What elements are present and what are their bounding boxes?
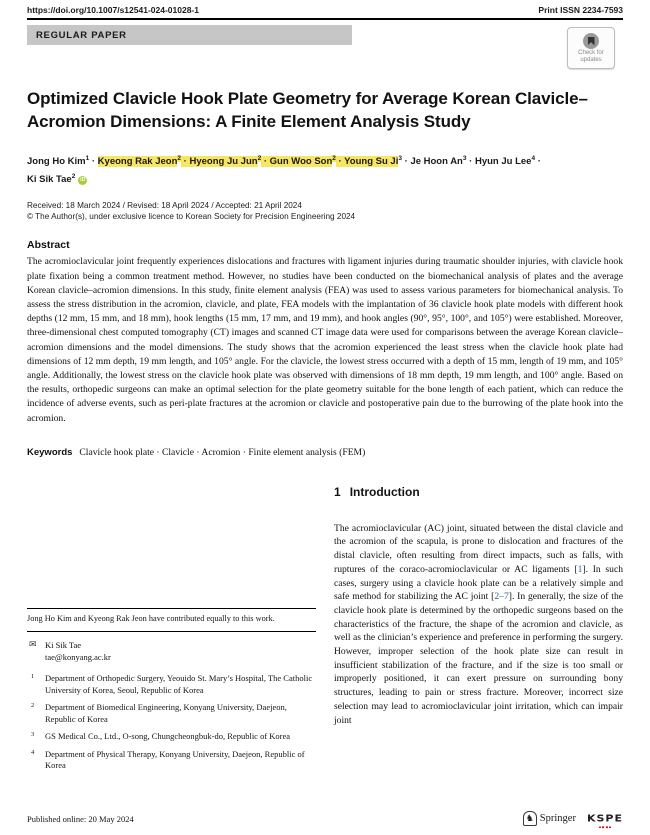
citation-link[interactable]: 1	[577, 563, 583, 575]
springer-wordmark: Springer	[539, 813, 576, 824]
author-name: Young Su Ji$^3$	[344, 155, 402, 168]
published-online: Published online: 20 May 2024	[27, 813, 134, 824]
section-title: Introduction	[349, 484, 420, 499]
page-header	[27, 0, 623, 15]
affiliation-item: 3 GS Medical Co., Ltd., O-song, Chungcheongbuk-do, Republic of Korea	[31, 731, 291, 742]
author-name: Gun Woo Son$^2$	[269, 155, 336, 168]
check-for-updates-badge[interactable]	[567, 27, 615, 69]
citation-link[interactable]: 2–7	[494, 591, 509, 603]
orcid-icon[interactable]: iD	[80, 177, 86, 184]
intro-text-segment: ]. In such cases, surgery using a clavicle hook plate can be a relatively simple and safe method for stabilizing the AC joint [	[334, 563, 624, 603]
author-name: Ki Sik Tae$^2$	[27, 173, 76, 186]
affiliation-list	[27, 673, 316, 778]
author-name: Hyun Ju Lee$^4$	[474, 155, 536, 168]
springer-logo	[523, 811, 576, 826]
doi-link[interactable]: https://doi.org/10.1007/s12541-024-01028-1	[27, 5, 199, 15]
intro-heading	[334, 485, 623, 499]
bookmark-icon	[588, 37, 595, 46]
copyright-notice: © The Author(s), under exclusive licence to Korean Society for Precision Engineering 2024	[27, 212, 356, 222]
author-name: Jong Ho Kim$^1$	[27, 155, 90, 168]
correspondence-block	[27, 640, 316, 663]
footnote-rule-bottom	[27, 631, 316, 632]
keywords-line	[27, 447, 623, 458]
corresponding-author-email[interactable]: tae@konyang.ac.kr	[45, 651, 111, 662]
author-name: Je Hoon An$^3$	[410, 155, 467, 168]
article-dates	[27, 200, 623, 222]
affiliation-item: 4 Department of Physical Therapy, Konyang University, Daejeon, Republic of Korea	[31, 748, 305, 771]
right-column-body	[334, 480, 623, 778]
kspe-logo	[587, 813, 623, 825]
authors-line: Jong Ho Kim$^1$ · Kyeong Rak Jeon$^2$ · Hyeong Ju Jun$^2$ · Gun Woo Son$^2$ · Young Su $Ji^3 \cdot Je$ Hoon $An^3$ · Hyun Ju Lee$^4$ · Ki Sik Tae$^2$iD	[27, 155, 541, 186]
two-column-area	[27, 480, 623, 778]
affiliation-item: 1 Department of Orthopedic Surgery, Yeouido St. Mary’s Hospital, The Catholic University of Korea, Seoul, Republic of Korea	[31, 673, 313, 695]
kspe-red-accent	[599, 826, 611, 828]
publisher-logos	[523, 811, 623, 826]
abstract-heading: Abstract	[27, 239, 70, 252]
keywords-text: Clavicle hook plate · Clavicle · Acromion · Finite element analysis (FEM)	[79, 446, 366, 458]
keywords-label: Keywords	[27, 446, 73, 458]
banner-row	[27, 25, 623, 67]
equal-contribution-note: Jong Ho Kim and Kyeong Rak Jeon have contributed equally to this work.	[27, 614, 275, 624]
springer-knight-icon: ♞	[523, 811, 537, 826]
paper-title: Optimized Clavicle Hook Plate Geometry for Average Korean Clavicle–Acromion Dimensions: A Finite Element Analysis Study	[27, 89, 588, 131]
affiliation-item: 2 Department of Biomedical Engineering, Konyang University, Daejeon, Republic of Korea	[31, 702, 287, 724]
crossmark-icon	[583, 33, 599, 49]
corresponding-author-name: Ki Sik Tae	[45, 640, 82, 651]
page-footer	[27, 811, 623, 826]
envelope-icon: ✉	[29, 639, 37, 650]
received-revised-accepted: Received: 18 March 2024 / Revised: 18 April 2024 / Accepted: 21 April 2024	[27, 201, 302, 211]
kspe-wordmark: KSPE	[586, 812, 623, 825]
header-rule	[27, 18, 623, 20]
intro-text-segment: The acromioclavicular (AC) joint, situated between the distal clavicle and the acromion of the scapula, is prone to dislocation and fractures of the distal clavicle, often resulting from direct impacts, such as falls, with ruptures of the coraco-acromioclavicular or AC ligaments [	[334, 522, 623, 575]
abstract-text: The acromioclavicular joint frequently experiences dislocations and fractures with ligament injuries during traumatic shoulder injuries, with clavicle hook plate fixation being a common treatment method. However, no studies have been conducted on the biomechanical analysis of plates and the average Korean clavicle–acromion dimensions. In this study, finite element analysis (FEA) was used to assess various parameters for biomechanical analysis. To assess the stress distribution in the acromion, clavicle, and plate, FEA models with the implantation of 36 clavicle hook plate models with different hook depths (12 mm, 15 mm, and 18 mm), hook lengths (15 mm, 17 mm, and 19 mm), and hook angles (90°, 95°, 100°, and 105°) were established. Moreover, three-dimensional chest computed tomography (CT) images and scanned CT image data were used for comparisons between the average Korean clavicle–acromion dimensions and the model dimensions. The study shows that the acromion experienced the least stress when the clavicle hook plate had dimensions of 12 mm depth, 19 mm length, and 105° angle. For the clavicle, the lowest stress occurred with a depth of 15 mm, length of 19 mm, and 105° angle. Additionally, the lowest stress on the clavicle hook plate was observed with dimensions of 18 mm depth, 19 mm length, and 100° angle. Based on the results, orthopedic surgeons can make an optimal selection for the plate geometry suitable for the bone length of each patient, which can reduce the incidence of adverse events, such as peri-plate fractures at the acromion or clavicle and postoperative pain due to the burrowing of the plate hook into the acromion.	[27, 256, 623, 424]
author-name: Hyeong Ju Jun$^2$	[189, 155, 262, 168]
section-number: 1	[334, 484, 341, 499]
author-name: Kyeong Rak Jeon$^2$	[97, 155, 182, 168]
intro-text-segment: ]. In generally, the size of the clavicle hook plate is determined by the orthopedic surgeons based on the characteristics of the fracture, the shape of the acromion and clavicle, as well as the clinician’s experience and preference in performing the surgery. However, improper selection of the hook plate size can result in insufficient stabilization of the fracture, and if the size is too small or improperly positioned, it can exert pressure on surrounding bony structures, leading to pain or stress fracture. Moreover, incorrect size selection may lead to acromioclavicular joint irritation, which can impair joint	[334, 591, 624, 726]
paper-type-banner: REGULAR PAPER	[27, 25, 352, 45]
left-column-footnotes	[27, 480, 316, 778]
print-issn: Print ISSN 2234-7593	[538, 5, 623, 15]
intro-paragraph	[334, 522, 623, 728]
check-updates-label: Check for updates	[578, 50, 604, 63]
